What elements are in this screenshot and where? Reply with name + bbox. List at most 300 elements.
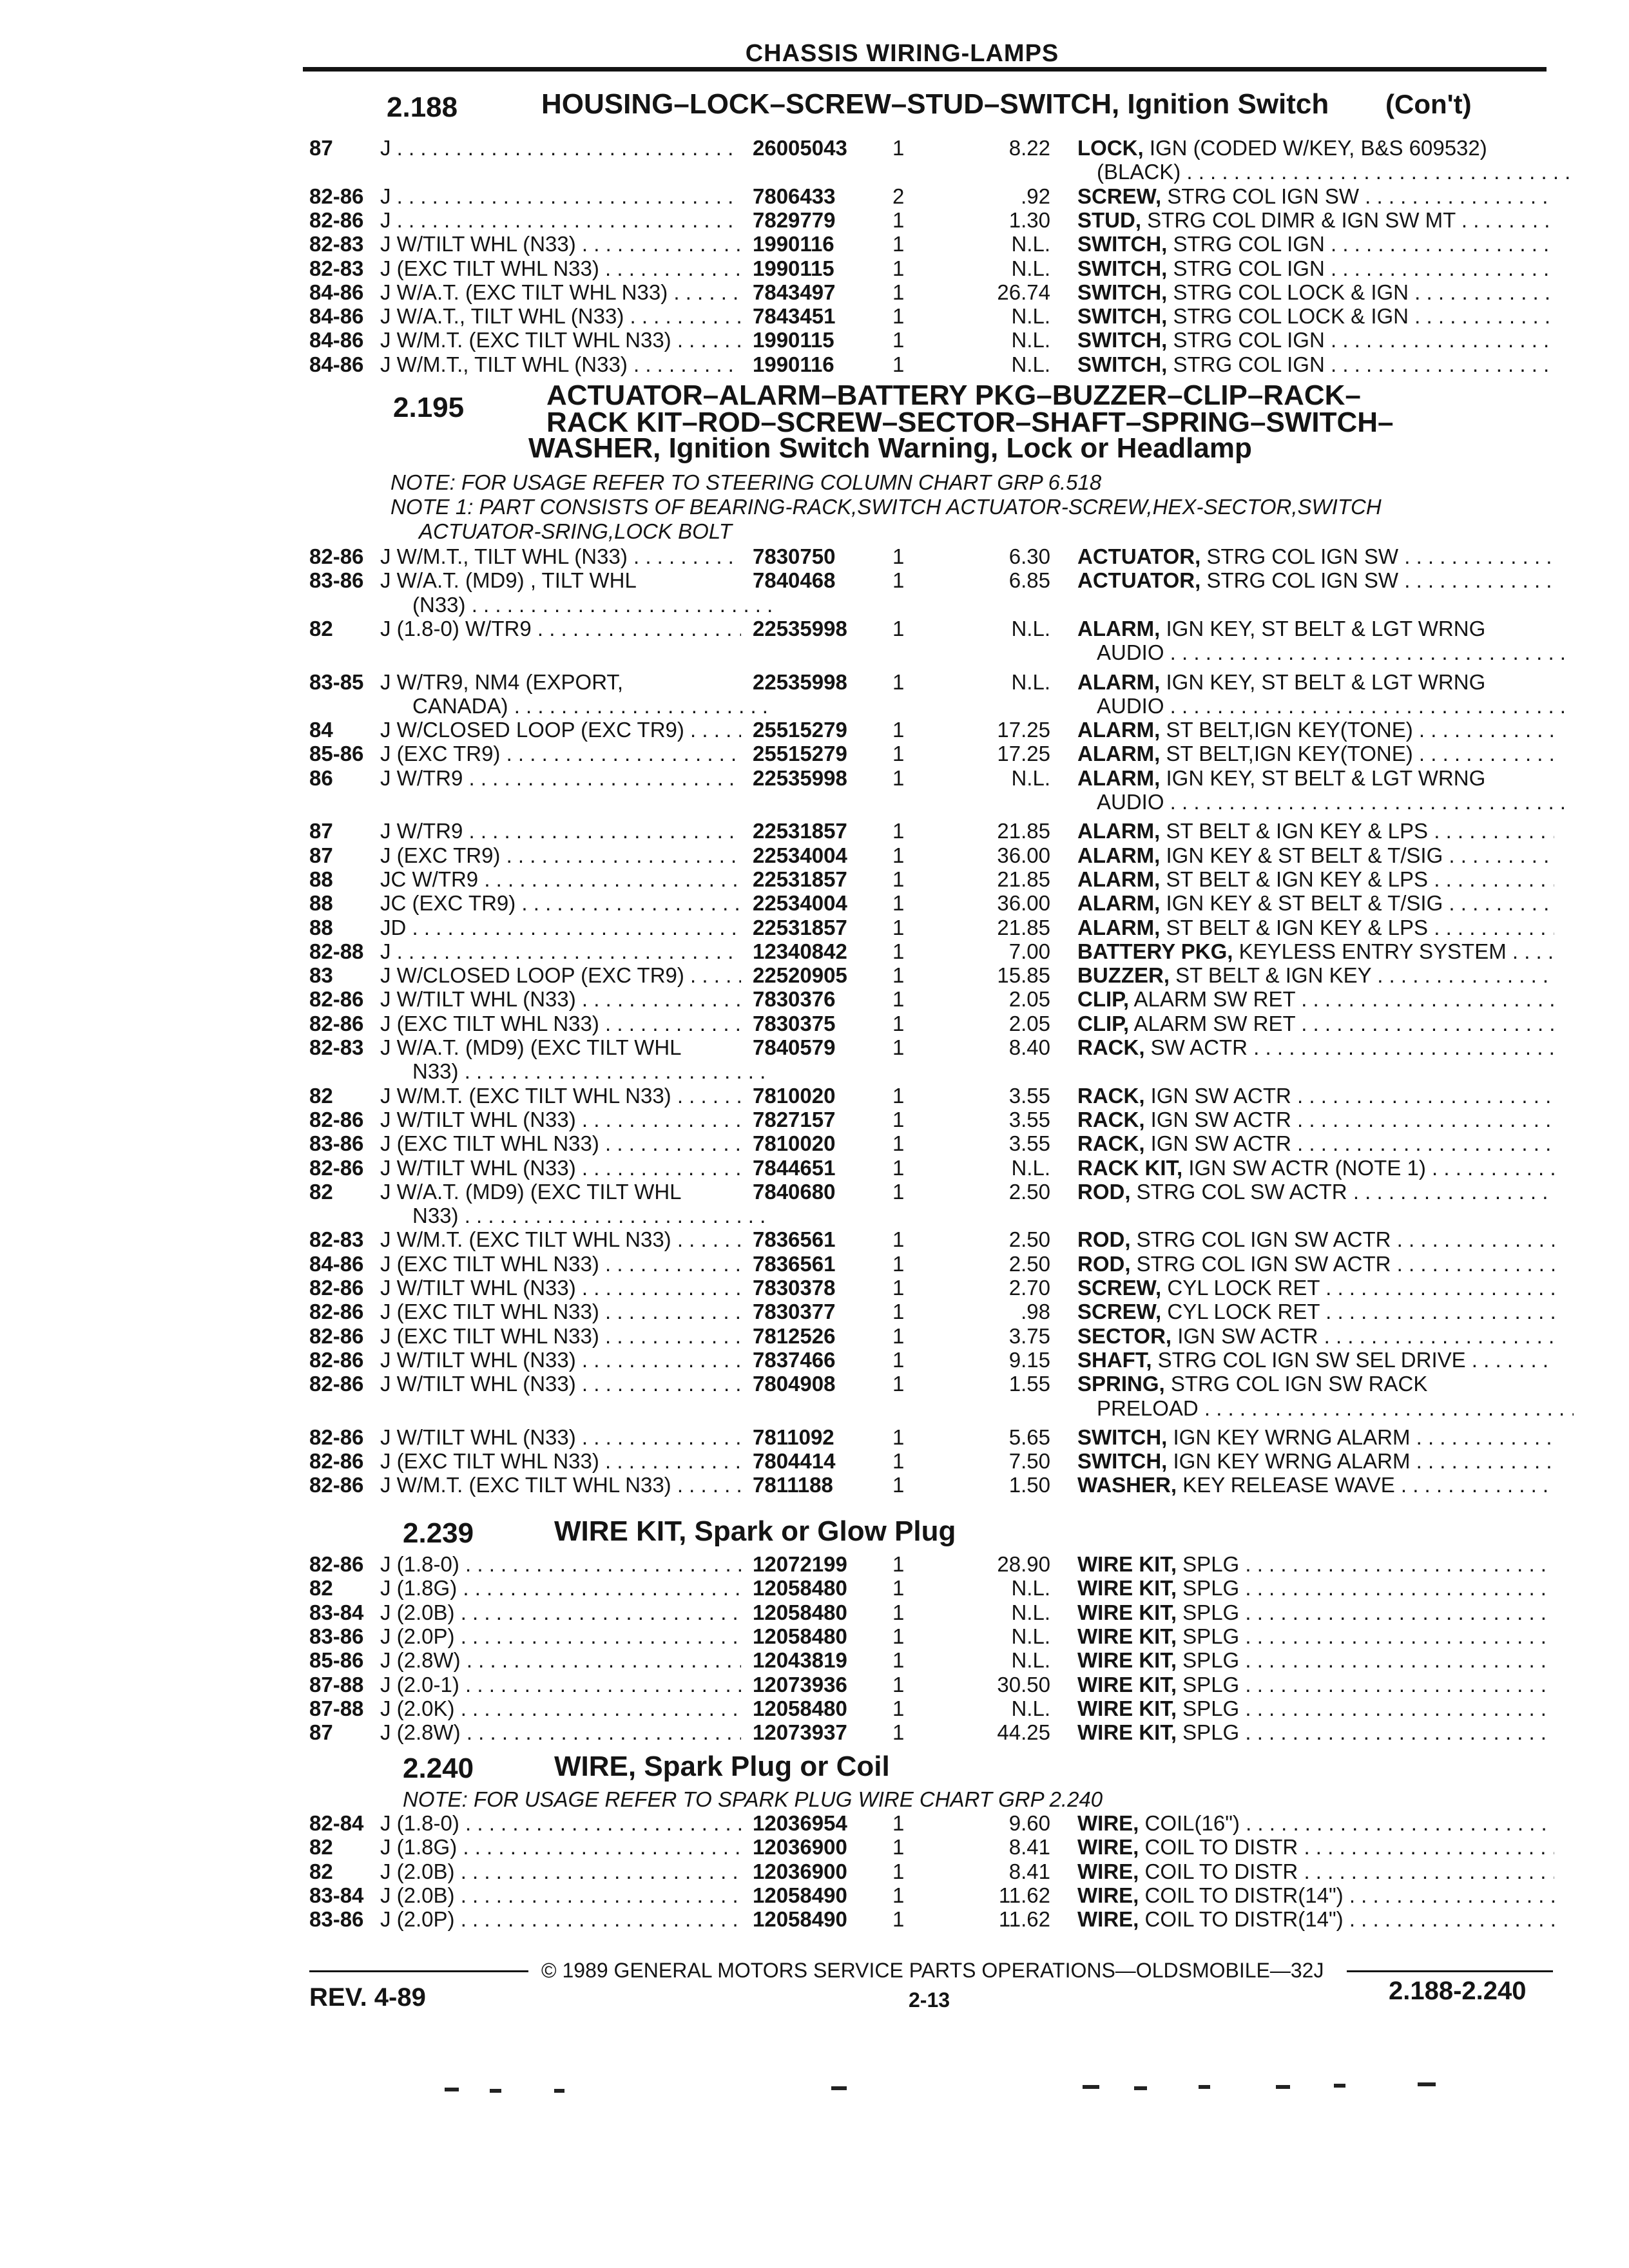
part-row <box>0 545 1629 568</box>
quantity: 1 <box>892 765 905 790</box>
model-code: J (EXC TILT WHL N33) . . . <box>380 1325 741 1348</box>
part-row <box>0 1300 1629 1323</box>
part-description <box>1077 940 1554 963</box>
description-detail: STRG COL IGN <box>1173 352 1325 376</box>
price: 11.62 <box>998 1907 1050 1932</box>
price: 9.60 <box>1008 1811 1050 1835</box>
part-row <box>0 209 1629 232</box>
description-detail: IGN KEY, ST BELT & LGT WRNG <box>1166 766 1486 790</box>
model-code: J W/M.T. (EXC TILT WHL N33) . . . <box>380 1474 741 1497</box>
part-description <box>1077 233 1554 256</box>
description-detail: CYL LOCK RET <box>1167 1276 1320 1300</box>
part-number: 7836561 <box>753 1251 836 1276</box>
quantity: 1 <box>892 1300 905 1324</box>
part-description <box>1077 1132 1554 1155</box>
section-number-2195: 2.195 <box>393 392 465 423</box>
price: 21.85 <box>997 819 1050 843</box>
description-noun: SWITCH, <box>1077 329 1168 352</box>
year-range: 82-86 <box>309 1276 364 1300</box>
part-number: 7837466 <box>753 1347 836 1372</box>
description-detail: STRG COL IGN <box>1173 256 1325 280</box>
description-detail: STRG COL IGN SW <box>1206 545 1399 568</box>
part-row <box>0 1426 1629 1449</box>
part-description <box>1077 1836 1554 1859</box>
footer-revision: REV. 4-89 <box>309 1983 426 2012</box>
model-code: J W/A.T. (MD9) (EXC TILT WHL <box>380 1180 682 1204</box>
quantity: 1 <box>892 1449 905 1474</box>
model-code-cont: (N33) . . . <box>412 593 773 617</box>
model-code: J (2.0B) . . . <box>380 1884 741 1907</box>
description-detail: ALARM SW RET <box>1133 988 1296 1012</box>
part-row <box>0 1721 1629 1744</box>
part-row-continuation <box>0 1204 1629 1227</box>
year-range: 82-86 <box>309 1372 364 1396</box>
model-code: J (2.0K) . . . <box>380 1697 741 1720</box>
year-range: 82-86 <box>309 987 364 1012</box>
model-code: J (2.0B) . . . <box>380 1860 741 1883</box>
quantity: 1 <box>892 1624 905 1648</box>
year-range: 83 <box>309 963 333 988</box>
part-number: 22535998 <box>753 669 847 694</box>
price: 7.00 <box>1008 939 1050 963</box>
model-code: J (2.0P) . . . <box>380 1625 741 1648</box>
description-detail: KEYLESS ENTRY SYSTEM <box>1239 939 1507 963</box>
description-noun: WIRE KIT, <box>1077 1553 1177 1576</box>
part-description <box>1077 1860 1554 1883</box>
part-row <box>0 1372 1629 1396</box>
part-number: 12058480 <box>753 1696 847 1720</box>
model-code: J (2.0B) . . . <box>380 1601 741 1624</box>
description-noun: WIRE, <box>1077 1836 1139 1860</box>
quantity: 1 <box>892 1276 905 1300</box>
section-title-2240: WIRE, Spark Plug or Coil <box>554 1751 890 1782</box>
description-noun: STUD, <box>1077 208 1141 232</box>
part-description <box>1077 1372 1554 1396</box>
year-range: 82-88 <box>309 939 364 963</box>
description-noun: ALARM, <box>1077 843 1161 867</box>
description-detail: SPLG <box>1182 1553 1240 1576</box>
quantity: 1 <box>892 1648 905 1673</box>
price: N.L. <box>1011 1576 1050 1600</box>
part-description <box>1077 1884 1554 1907</box>
part-row <box>0 916 1629 939</box>
price: 6.85 <box>1008 568 1050 593</box>
part-description <box>1077 964 1554 987</box>
part-number: 7811092 <box>753 1425 834 1449</box>
quantity: 1 <box>892 616 905 640</box>
year-range: 82-86 <box>309 544 364 568</box>
part-row <box>0 844 1629 867</box>
price: 2.70 <box>1008 1276 1050 1300</box>
quantity: 1 <box>892 280 905 304</box>
quantity: 1 <box>892 1859 905 1883</box>
year-range: 82-86 <box>309 1323 364 1348</box>
year-range: 82-86 <box>309 1155 364 1180</box>
price: 6.30 <box>1008 544 1050 568</box>
part-description <box>1077 988 1554 1011</box>
year-range: 84-86 <box>309 280 364 304</box>
quantity: 1 <box>892 1323 905 1348</box>
part-row <box>0 1036 1629 1059</box>
model-code: J W/A.T., TILT WHL (N33) . . . <box>380 305 741 328</box>
year-range: 83-86 <box>309 568 364 593</box>
part-number: 12340842 <box>753 939 847 963</box>
model-code: JD . . . <box>380 916 741 939</box>
part-description <box>1077 617 1554 640</box>
part-row-continuation <box>0 160 1629 184</box>
description-detail: STRG COL IGN SW <box>1167 184 1359 208</box>
description-detail: IGN KEY WRNG ALARM <box>1173 1425 1411 1449</box>
quantity: 1 <box>892 1251 905 1276</box>
part-description <box>1077 1649 1554 1672</box>
description-detail: IGN SW ACTR (NOTE 1) <box>1188 1156 1426 1180</box>
price: N.L. <box>1011 616 1050 640</box>
year-range: 82-86 <box>309 1449 364 1474</box>
year-range: 87 <box>309 843 333 867</box>
part-row-continuation <box>0 695 1629 718</box>
description-noun: SWITCH, <box>1077 280 1168 304</box>
quantity: 1 <box>892 1372 905 1396</box>
part-row <box>0 988 1629 1011</box>
section-title-text: HOUSING–LOCK–SCREW–STUD–SWITCH, Ignition Switch <box>541 88 1329 120</box>
description-detail: COIL TO DISTR(14") <box>1144 1908 1344 1932</box>
part-row <box>0 1860 1629 1883</box>
quantity: 1 <box>892 1131 905 1156</box>
part-number: 7806433 <box>753 184 836 208</box>
description-detail: IGN SW ACTR <box>1150 1132 1291 1156</box>
model-code: J (EXC TILT WHL N33) . . . <box>380 1300 741 1323</box>
quantity: 1 <box>892 987 905 1012</box>
description-noun: SWITCH, <box>1077 1425 1168 1449</box>
description-detail: STRG COL DIMR & IGN SW MT <box>1147 208 1456 232</box>
quantity: 1 <box>892 1576 905 1600</box>
part-description <box>1077 569 1554 592</box>
part-number: 12058490 <box>753 1883 847 1907</box>
quantity: 1 <box>892 232 905 256</box>
section-title-2188 <box>541 90 1329 119</box>
part-number: 22534004 <box>753 891 847 916</box>
description-detail: COIL TO DISTR <box>1144 1836 1298 1860</box>
year-range: 87-88 <box>309 1696 364 1720</box>
part-description <box>1077 1325 1554 1348</box>
section-note: NOTE 1: PART CONSISTS OF BEARING-RACK,SWITCH ACTUATOR-SCREW,HEX-SECTOR,SWITCH <box>390 495 1382 519</box>
part-row <box>0 1157 1629 1180</box>
quantity: 1 <box>892 1227 905 1252</box>
part-number: 22531857 <box>753 915 847 939</box>
description-detail: SPLG <box>1182 1577 1240 1600</box>
part-row <box>0 820 1629 843</box>
part-description <box>1077 1426 1554 1449</box>
part-row <box>0 1325 1629 1348</box>
description-noun: RACK, <box>1077 1108 1145 1131</box>
part-row <box>0 617 1629 640</box>
part-row <box>0 257 1629 280</box>
price: 7.50 <box>1008 1449 1050 1474</box>
description-detail: STRG COL IGN SW ACTR <box>1136 1252 1391 1276</box>
year-range: 82-86 <box>309 1107 364 1131</box>
quantity: 1 <box>892 1720 905 1745</box>
model-code: J . . . <box>380 209 741 232</box>
description-detail: ST BELT,IGN KEY(TONE) <box>1166 742 1413 766</box>
part-row <box>0 1649 1629 1672</box>
description-noun: SWITCH, <box>1077 305 1168 329</box>
part-number: 7830377 <box>753 1300 836 1324</box>
year-range: 82-86 <box>309 1473 364 1497</box>
part-number: 7810020 <box>753 1083 836 1108</box>
year-range: 82-83 <box>309 232 364 256</box>
price: N.L. <box>1011 1648 1050 1673</box>
title-rule <box>303 67 1547 72</box>
quantity: 1 <box>892 352 905 376</box>
part-row <box>0 1084 1629 1108</box>
description-detail: KEY RELEASE WAVE <box>1182 1474 1395 1497</box>
description-detail: STRG COL IGN SW SEL DRIVE <box>1157 1348 1466 1372</box>
part-row <box>0 569 1629 592</box>
model-code: J (EXC TILT WHL N33) . . . <box>380 257 741 280</box>
part-row <box>0 767 1629 790</box>
part-description <box>1077 1084 1554 1108</box>
price: 3.75 <box>1008 1323 1050 1348</box>
part-row <box>0 1276 1629 1300</box>
description-noun: WIRE, <box>1077 1812 1139 1835</box>
part-description <box>1077 1157 1554 1180</box>
part-description <box>1077 1577 1554 1600</box>
quantity: 1 <box>892 1672 905 1696</box>
quantity: 2 <box>892 184 905 208</box>
model-code: J (1.8-0) . . . <box>380 1553 741 1576</box>
part-row <box>0 1673 1629 1696</box>
price: 5.65 <box>1008 1425 1050 1449</box>
year-range: 88 <box>309 891 333 916</box>
part-row <box>0 892 1629 915</box>
part-description <box>1077 281 1554 304</box>
part-row <box>0 1450 1629 1473</box>
price: .98 <box>1021 1300 1050 1324</box>
model-code: J W/M.T., TILT WHL (N33) . . . <box>380 545 741 568</box>
part-description <box>1077 1349 1554 1372</box>
price: N.L. <box>1011 1624 1050 1648</box>
part-number: 22534004 <box>753 843 847 867</box>
description-noun: ALARM, <box>1077 916 1161 939</box>
description-detail: SPLG <box>1182 1624 1240 1648</box>
description-detail: STRG COL IGN <box>1173 329 1325 352</box>
part-row <box>0 718 1629 742</box>
quantity: 1 <box>892 819 905 843</box>
quantity: 1 <box>892 669 905 694</box>
model-code: J W/TILT WHL (N33) . . . <box>380 1108 741 1131</box>
part-description <box>1077 671 1554 694</box>
description-detail: STRG COL IGN <box>1173 233 1325 256</box>
description-noun: SCREW, <box>1077 1300 1162 1324</box>
year-range: 88 <box>309 867 333 891</box>
model-code: J W/TILT WHL (N33) . . . <box>380 988 741 1011</box>
model-code: J (EXC TILT WHL N33) . . . <box>380 1012 741 1035</box>
year-range: 82-83 <box>309 1035 364 1059</box>
part-description <box>1077 185 1554 208</box>
part-number: 12043819 <box>753 1648 847 1673</box>
model-code: J . . . <box>380 940 741 963</box>
part-number: 7810020 <box>753 1131 836 1156</box>
year-range: 83-86 <box>309 1624 364 1648</box>
price: N.L. <box>1011 1696 1050 1720</box>
description-noun: ALARM, <box>1077 766 1161 790</box>
model-code: J (2.0P) . . . <box>380 1908 741 1931</box>
year-range: 84 <box>309 718 333 742</box>
description-noun: SWITCH, <box>1077 256 1168 280</box>
part-number: 7804414 <box>753 1449 836 1474</box>
year-range: 83-86 <box>309 1907 364 1932</box>
price: N.L. <box>1011 1600 1050 1624</box>
footer-rule-left <box>309 1970 528 1972</box>
section-title-2195-line1: ACTUATOR–ALARM–BATTERY PKG–BUZZER–CLIP–RACK– <box>546 380 1361 411</box>
year-range: 87 <box>309 136 333 160</box>
model-code: J (EXC TILT WHL N33) . . . <box>380 1253 741 1276</box>
quantity: 1 <box>892 1011 905 1035</box>
part-number: 1990116 <box>753 352 834 376</box>
section-note: NOTE: FOR USAGE REFER TO SPARK PLUG WIRE CHART GRP 2.240 <box>403 1787 1103 1811</box>
price: 8.41 <box>1008 1835 1050 1860</box>
model-code: J (1.8G) . . . <box>380 1836 741 1859</box>
description-detail: CYL LOCK RET <box>1167 1300 1320 1324</box>
description-noun: WIRE KIT, <box>1077 1577 1177 1600</box>
part-row <box>0 964 1629 987</box>
quantity: 1 <box>892 843 905 867</box>
year-range: 86 <box>309 765 333 790</box>
model-code: J W/TILT WHL (N33) . . . <box>380 233 741 256</box>
part-row <box>0 305 1629 328</box>
description-detail: STRG COL SW ACTR <box>1136 1180 1347 1204</box>
part-number: 22520905 <box>753 963 847 988</box>
part-number: 1990115 <box>753 328 834 352</box>
year-range: 82 <box>309 1179 333 1204</box>
model-code: JC (EXC TR9) . . . <box>380 892 741 915</box>
price: 3.55 <box>1008 1107 1050 1131</box>
part-number: 12073937 <box>753 1720 847 1745</box>
description-detail: IGN KEY WRNG ALARM <box>1173 1450 1411 1474</box>
model-code: J W/M.T. (EXC TILT WHL N33) . . . <box>380 1084 741 1108</box>
part-row <box>0 1836 1629 1859</box>
description-noun: WIRE, <box>1077 1883 1139 1907</box>
part-description <box>1077 892 1554 915</box>
price: 36.00 <box>997 843 1050 867</box>
price: 17.25 <box>997 718 1050 742</box>
description-detail: IGN SW ACTR <box>1150 1108 1291 1131</box>
description-noun: RACK, <box>1077 1084 1145 1108</box>
model-code: J . . . <box>380 185 741 208</box>
description-noun: SWITCH, <box>1077 1450 1168 1474</box>
year-range: 82-83 <box>309 256 364 280</box>
model-code: J W/A.T. (MD9) (EXC TILT WHL <box>380 1036 682 1059</box>
part-number: 12058490 <box>753 1907 847 1932</box>
part-description <box>1077 1625 1554 1648</box>
part-description <box>1077 1601 1554 1624</box>
part-description <box>1077 1474 1554 1497</box>
price: N.L. <box>1011 1155 1050 1180</box>
part-row <box>0 1812 1629 1835</box>
price: 11.62 <box>998 1883 1050 1907</box>
part-number: 7830750 <box>753 544 836 568</box>
year-range: 87-88 <box>309 1672 364 1696</box>
part-number: 7840468 <box>753 568 836 593</box>
part-description <box>1077 820 1554 843</box>
quantity: 1 <box>892 1552 905 1576</box>
part-description <box>1077 916 1554 939</box>
model-code: J W/TILT WHL (N33) . . . <box>380 1276 741 1300</box>
description-noun: WIRE KIT, <box>1077 1673 1177 1696</box>
price: N.L. <box>1011 669 1050 694</box>
quantity: 1 <box>892 1600 905 1624</box>
description-noun: RACK KIT, <box>1077 1156 1183 1180</box>
price: 21.85 <box>997 867 1050 891</box>
description-cont: AUDIO . . . <box>1097 791 1574 814</box>
description-detail: ST BELT & IGN KEY & LPS <box>1166 867 1429 891</box>
year-range: 82 <box>309 1859 333 1883</box>
price: 9.15 <box>1008 1347 1050 1372</box>
part-row-continuation <box>0 791 1629 814</box>
quantity: 1 <box>892 891 905 916</box>
quantity: 1 <box>892 1347 905 1372</box>
model-code: J . . . <box>380 137 741 160</box>
part-row <box>0 1349 1629 1372</box>
price: 2.50 <box>1008 1179 1050 1204</box>
model-code: J W/TILT WHL (N33) . . . <box>380 1372 741 1396</box>
section-title-2195-line2: RACK KIT–ROD–SCREW–SECTOR–SHAFT–SPRING–SWITCH– <box>546 407 1394 438</box>
part-row <box>0 1180 1629 1204</box>
part-row <box>0 1697 1629 1720</box>
price: 2.05 <box>1008 987 1050 1012</box>
description-detail: IGN KEY, ST BELT & LGT WRNG <box>1166 617 1486 640</box>
description-noun: SPRING, <box>1077 1372 1165 1396</box>
description-detail: ALARM SW RET <box>1133 1012 1296 1035</box>
description-noun: WIRE KIT, <box>1077 1600 1177 1624</box>
model-code: J W/TILT WHL (N33) . . . <box>380 1157 741 1180</box>
part-description <box>1077 545 1554 568</box>
part-number: 25515279 <box>753 742 847 766</box>
quantity: 1 <box>892 915 905 939</box>
price: 8.40 <box>1008 1035 1050 1059</box>
model-code: J (1.8-0) . . . <box>380 1812 741 1835</box>
price: .92 <box>1021 184 1050 208</box>
model-code: J (2.8W) . . . <box>380 1721 741 1744</box>
part-description <box>1077 1180 1554 1204</box>
description-noun: ALARM, <box>1077 617 1161 640</box>
part-row-continuation <box>0 1060 1629 1083</box>
price: 36.00 <box>997 891 1050 916</box>
model-code: J W/TR9 . . . <box>380 767 741 790</box>
quantity: 1 <box>892 1035 905 1059</box>
price: 2.50 <box>1008 1251 1050 1276</box>
part-row <box>0 137 1629 160</box>
part-description <box>1077 718 1554 742</box>
description-noun: CLIP, <box>1077 1012 1130 1035</box>
part-row <box>0 329 1629 352</box>
year-range: 82-86 <box>309 1011 364 1035</box>
model-code: J (1.8-0) W/TR9 . . . <box>380 617 741 640</box>
quantity: 1 <box>892 1907 905 1932</box>
description-detail: IGN SW ACTR <box>1177 1324 1318 1348</box>
description-noun: ALARM, <box>1077 820 1161 843</box>
description-detail: COIL TO DISTR <box>1144 1860 1298 1883</box>
price: N.L. <box>1011 328 1050 352</box>
quantity: 1 <box>892 1835 905 1860</box>
part-number: 7830376 <box>753 987 836 1012</box>
footer-copyright: © 1989 GENERAL MOTORS SERVICE PARTS OPERATIONS—OLDSMOBILE—32J <box>541 1959 1324 1982</box>
description-noun: WIRE KIT, <box>1077 1649 1177 1673</box>
description-noun: WIRE, <box>1077 1908 1139 1932</box>
part-row <box>0 1012 1629 1035</box>
part-description <box>1077 353 1554 376</box>
section-number-2239: 2.239 <box>403 1517 474 1549</box>
